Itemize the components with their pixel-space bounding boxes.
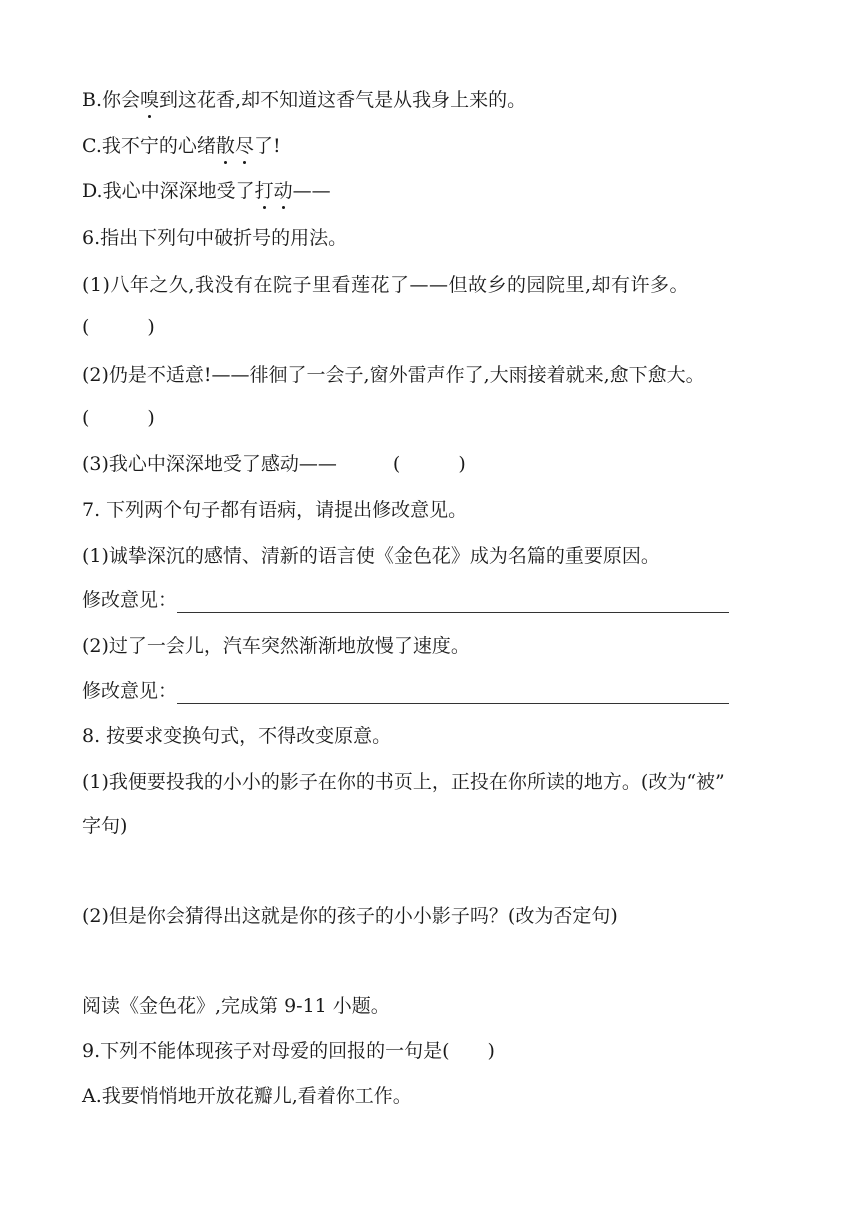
q8-sentence-1-line-1: (1)我便要投我的小小的影子在你的书页上，正投在你所读的地方。(改为“被” [82, 771, 725, 793]
q7-sentence-1: (1)诚挚深沉的感情、清新的语言使《金色花》成为名篇的重要原因。 [82, 545, 660, 567]
q6-sentence-3: (3)我心中深深地受了感动—— ( ) [82, 453, 466, 475]
answer-line[interactable] [177, 683, 729, 704]
q6-answer-2: ( ) [82, 407, 155, 429]
q6-answer-1: ( ) [82, 316, 155, 338]
q5-option-b: B.你会嗅到这花香,却不知道这香气是从我身上来的。 [82, 89, 527, 111]
emphasis-char: 动 [273, 180, 293, 202]
q8-sentence-1-line-2: 字句) [82, 815, 128, 837]
q8-title: 8. 按要求变换句式，不得改变原意。 [82, 725, 392, 747]
q6-sentence-1: (1)八年之久,我没有在院子里看莲花了——但故乡的园院里,却有许多。 [82, 274, 689, 296]
emphasis-char: 尽 [234, 135, 254, 157]
answer-line[interactable] [177, 592, 729, 613]
q6-sentence-2: (2)仍是不适意!——徘徊了一会子,窗外雷声作了,大雨接着就来,愈下愈大。 [82, 364, 705, 386]
emphasis-char: 散 [215, 135, 235, 157]
q7-revision-2: 修改意见： [82, 678, 729, 704]
emphasis-char: 打 [254, 180, 274, 202]
q7-title: 7. 下列两个句子都有语病，请提出修改意见。 [82, 499, 468, 521]
q9-option-a: A.我要悄悄地开放花瓣儿,看着你工作。 [82, 1085, 412, 1107]
emphasis-char: 嗅 [140, 89, 160, 111]
q8-sentence-2: (2)但是你会猜得出这就是你的孩子的小小影子吗？(改为否定句) [82, 905, 618, 927]
q7-sentence-2: (2)过了一会儿，汽车突然渐渐地放慢了速度。 [82, 635, 470, 657]
q6-title: 6.指出下列句中破折号的用法。 [82, 227, 348, 249]
q7-revision-1: 修改意见： [82, 587, 729, 613]
q5-option-c: C.我不宁的心绪散尽了! [82, 135, 281, 157]
q5-option-d: D.我心中深深地受了打动—— [82, 180, 331, 202]
q9-title: 9.下列不能体现孩子对母爱的回报的一句是( ) [82, 1040, 495, 1062]
reading-intro: 阅读《金色花》,完成第 9-11 小题。 [82, 995, 390, 1017]
